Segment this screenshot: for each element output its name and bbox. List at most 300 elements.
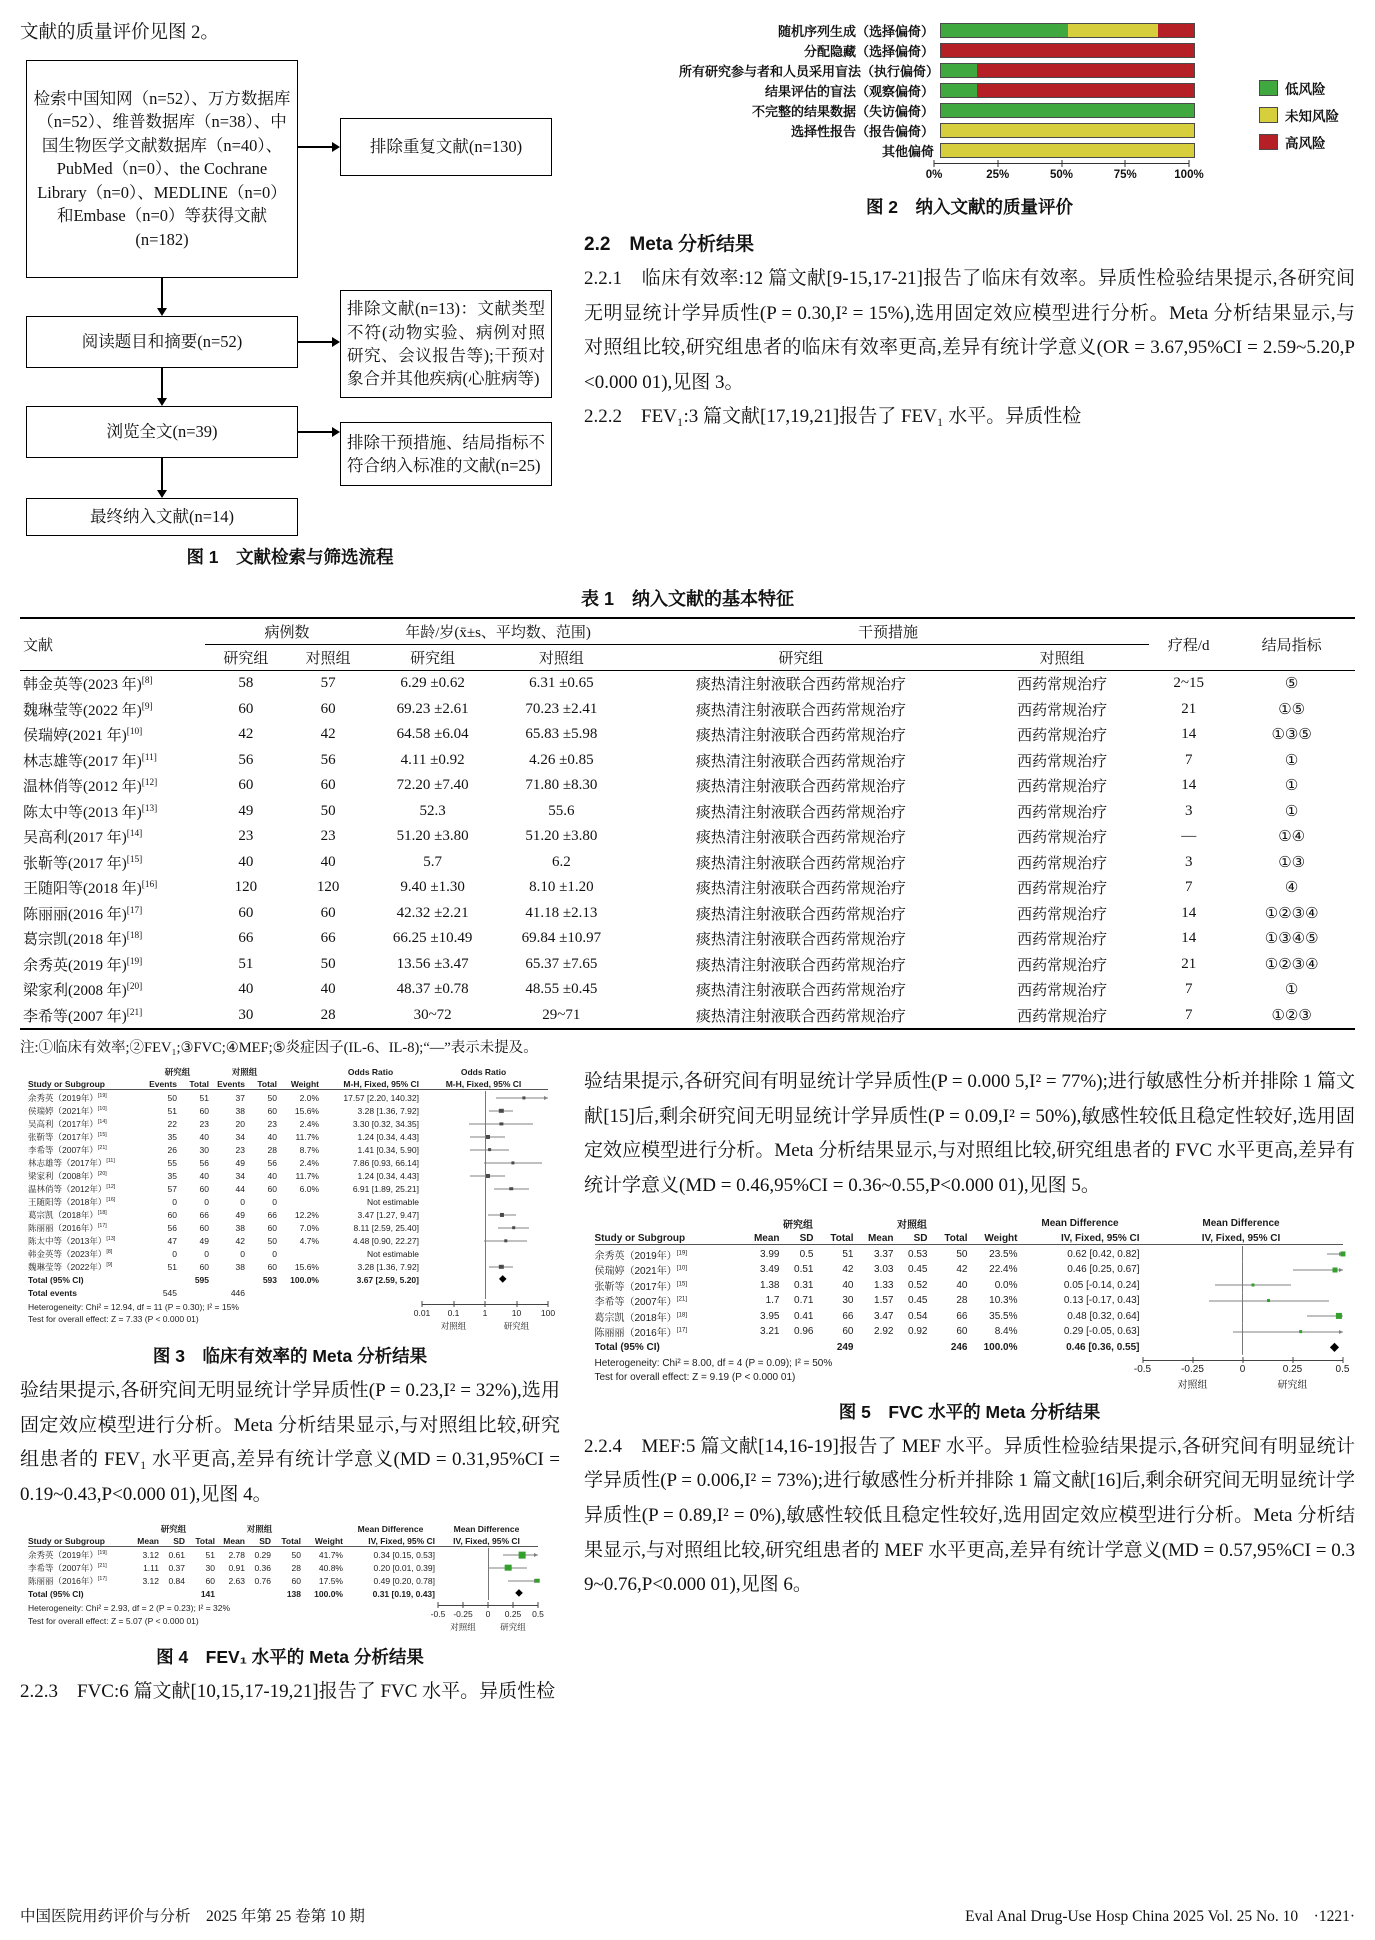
study-col-header: Study or Subgroup: [595, 1233, 743, 1245]
stat-cell: 51: [167, 1105, 177, 1116]
total-plot-cell: [438, 1587, 538, 1600]
stat-cell: 17.5%: [318, 1575, 343, 1586]
arrow-down-1-head: [157, 308, 167, 316]
col-header: Total: [274, 1536, 304, 1547]
total-stat-cell: 249: [836, 1341, 854, 1353]
cell-age-study: 5.7: [423, 853, 442, 870]
stat-cell: 17.57 [2.20, 140.32]: [343, 1092, 419, 1103]
stat-cell: 40.8%: [318, 1562, 343, 1573]
stat-cell: 0.13 [-0.17, 0.43]: [1063, 1295, 1140, 1307]
forest-study-row: [595, 1246, 1345, 1262]
stat-cell: 3.03: [874, 1264, 894, 1276]
bias-segment-高风险: [977, 84, 1194, 97]
bias-row-label: 所有研究参与者和人员采用盲法（执行偏倚）: [679, 63, 940, 79]
effect-header: Mean Difference: [1041, 1217, 1119, 1229]
cell-interv-ctrl: 西药常规治疗: [1017, 779, 1108, 796]
cell-duration: 14: [1181, 930, 1197, 947]
col-header-duration: 疗程/d: [1149, 618, 1228, 671]
intro-line: 文献的质量评价见图 2。: [20, 23, 219, 43]
col-header: Weight: [280, 1079, 322, 1090]
forest-study-row: [28, 1143, 552, 1156]
study-label: 李希等（2007年）[21]: [594, 1295, 688, 1309]
ci-plot-cell: [422, 1208, 548, 1221]
stat-cell: 6.91 [1.89, 25.21]: [352, 1183, 419, 1194]
table-row: [20, 824, 1355, 850]
bias-segment-低风险: [941, 84, 977, 97]
total-stat-cell: 100.0%: [983, 1341, 1018, 1353]
col-header: SD: [897, 1233, 931, 1245]
stat-cell: 2.78: [228, 1549, 245, 1560]
stat-cell: 0: [272, 1248, 277, 1259]
cell-study: 吴高利(2017 年)[14]: [23, 829, 143, 847]
cell-interv-ctrl: 西药常规治疗: [1017, 677, 1108, 694]
point-estimate-marker: [519, 1551, 526, 1558]
stat-cell: 0.52: [908, 1279, 928, 1291]
stat-cell: 34: [235, 1170, 245, 1181]
forest-study-row: [28, 1208, 552, 1221]
cell-interv-study: 痰热清注射液联合西药常规治疗: [695, 753, 906, 770]
cell-age-ctrl: 41.18 ±2.13: [525, 904, 598, 921]
ci-plot-cell: [422, 1195, 548, 1208]
stat-cell: 49: [235, 1157, 245, 1168]
flowchart-box-exclude-criteria: 排除干预措施、结局指标不符合纳入标准的文献(n=25): [340, 422, 552, 486]
study-label: 陈丽丽（2016年）[17]: [594, 1326, 688, 1340]
point-estimate-marker: [499, 1108, 503, 1112]
stat-cell: 40: [199, 1131, 209, 1142]
table-row: [20, 977, 1355, 1003]
ci-clip-arrow: [544, 1096, 548, 1100]
cell-age-ctrl: 48.55 ±0.45: [525, 981, 598, 998]
total-stat-cell: 3.67 [2.59, 5.20]: [356, 1274, 419, 1285]
total-stat-cell: 141: [200, 1588, 215, 1599]
cell-n-ctrl: 50: [320, 802, 336, 819]
cell-interv-study: 痰热清注射液联合西药常规治疗: [695, 983, 906, 1000]
stat-cell: 23: [267, 1118, 277, 1129]
arrow-right-1-head: [332, 142, 340, 152]
cell-interv-study: 痰热清注射液联合西药常规治疗: [695, 779, 906, 796]
stat-cell: 0.62 [0.42, 0.82]: [1067, 1248, 1140, 1260]
bias-axis-tickmark: [934, 160, 935, 167]
paragraph-2-2-4: 2.2.4 MEF:5 篇文献[14,16-19]报告了 MEF 水平。异质性检验结果提示,各研究间有明显统计学异质性(P = 0.006,I² = 73%);进行敏感性分析并排除 1 篇文献[16]后,剩余研究间无明显统计学异质性(P = 0.89,I² = 0%),敏感性较低且稳定性较好,选用固定效应模型进行分析。Meta 分析结果显示,与对照组比较,研究组患者的 MEF 水平更高,差异有统计学意义(MD = 0.57,95%CI = 0.39~0.76,P<0.000 01),见图 6。: [584, 1435, 1355, 1596]
effect-header-plot: Mean Difference: [1202, 1217, 1280, 1229]
cell-interv-ctrl: 西药常规治疗: [1017, 804, 1108, 821]
cell-duration: 21: [1181, 700, 1197, 717]
stat-cell: 2.92: [874, 1326, 894, 1338]
stat-cell: 66: [267, 1209, 277, 1220]
forest-study-row: [28, 1260, 552, 1273]
col-header: Events: [146, 1079, 180, 1090]
table-row: [20, 722, 1355, 748]
cell-outcome: ①: [1284, 778, 1299, 795]
axis-label-experimental: 研究组: [1277, 1379, 1308, 1391]
cell-n-ctrl: 60: [320, 777, 336, 794]
axis-tickmark: [488, 1602, 489, 1608]
forest-study-row: [28, 1195, 552, 1208]
flowchart-box-read-titles: 阅读题目和摘要(n=52): [26, 316, 298, 368]
cell-interv-ctrl: 西药常规治疗: [1017, 753, 1108, 770]
table-row: [20, 952, 1355, 978]
stat-cell: 0.49 [0.20, 0.78]: [373, 1575, 435, 1586]
stat-cell: 0.76: [254, 1575, 271, 1586]
stat-cell: 60: [199, 1261, 209, 1272]
cell-n-study: 56: [238, 751, 254, 768]
method-header-plot: IV, Fixed, 95% CI: [1143, 1233, 1343, 1245]
total-plot-cell: [422, 1273, 548, 1286]
cell-study: 王随阳等(2018 年)[16]: [23, 880, 158, 898]
cell-outcome: ①②③: [1228, 1003, 1355, 1030]
point-estimate-marker: [499, 1264, 503, 1268]
cell-age-study: 9.40 ±1.30: [400, 879, 465, 896]
forest-events-row: [28, 1286, 552, 1299]
stat-cell: 15.6%: [294, 1261, 319, 1272]
method-header-plot: M-H, Fixed, 95% CI: [422, 1079, 548, 1090]
ci-plot-cell: [422, 1104, 548, 1117]
cell-interv-study: 痰热清注射液联合西药常规治疗: [695, 702, 906, 719]
stat-cell: 0.46 [0.25, 0.67]: [1067, 1264, 1140, 1276]
total-stat-cell: 0.46 [0.36, 0.55]: [1066, 1341, 1140, 1353]
bias-row: [679, 140, 1339, 160]
forest-study-row: [28, 1548, 552, 1561]
cell-duration: 14: [1181, 726, 1197, 743]
stat-cell: 8.11 [2.59, 25.40]: [353, 1222, 419, 1233]
stat-cell: 0.45: [908, 1264, 928, 1276]
point-estimate-marker: [486, 1173, 490, 1177]
axis-label-control: 对照组: [440, 1321, 467, 1331]
forest-header-columns: [595, 1231, 1345, 1247]
section-2-2-heading: 2.2 Meta 分析结果: [584, 234, 754, 255]
bias-axis-tickmark: [1189, 160, 1190, 167]
point-estimate-marker: [1335, 1313, 1341, 1319]
stat-cell: 51: [199, 1092, 209, 1103]
point-estimate-marker: [488, 1148, 492, 1152]
forest-study-row: [28, 1156, 552, 1169]
stat-cell: 28: [291, 1562, 301, 1573]
stat-cell: 0.92: [908, 1326, 928, 1338]
bias-row: [679, 20, 1339, 40]
bias-axis-tick: 0%: [925, 169, 943, 181]
stat-cell: 3.47: [874, 1310, 894, 1322]
group1-header: 研究组: [160, 1523, 187, 1534]
arrow-right-3-head: [332, 427, 340, 437]
bias-row-label: 选择性报告（报告偏倚）: [790, 123, 934, 139]
stat-cell: 0: [204, 1196, 209, 1207]
forest-study-row: [595, 1324, 1345, 1340]
stat-cell: 60: [267, 1261, 277, 1272]
cell-outcome: ④: [1284, 880, 1299, 897]
legend-item-高风险: [1259, 132, 1339, 152]
bias-row-label: 其他偏倚: [881, 143, 934, 159]
col-header: Weight: [304, 1536, 346, 1547]
stat-cell: 56: [199, 1157, 209, 1168]
stat-cell: 41.7%: [318, 1549, 343, 1560]
cell-n-study: 40: [238, 853, 254, 870]
stat-cell: 35.5%: [989, 1310, 1018, 1322]
cell-interv-study: 痰热清注射液联合西药常规治疗: [695, 957, 906, 974]
flowchart-box-exclude-type: 排除文献(n=13)：文献类型不符(动物实验、病例对照研究、会议报告等);干预对象合并其他疾病(心脏病等): [340, 290, 552, 398]
stat-cell: 0.5: [799, 1248, 814, 1260]
table1-body: [20, 671, 1355, 1030]
stat-cell: 60: [267, 1105, 277, 1116]
axis-tickmark: [1242, 1357, 1243, 1363]
axis-tick-label: 10: [511, 1308, 522, 1318]
cell-study: 陈丽丽(2016 年)[17]: [23, 905, 143, 923]
ci-plot-cell: [422, 1156, 548, 1169]
study-label: 陈太中等（2013年）[13]: [28, 1235, 116, 1246]
legend-color-swatch: [1259, 80, 1278, 96]
events-cell: 545: [162, 1287, 177, 1298]
stat-cell: 2.63: [228, 1575, 245, 1586]
legend-color-swatch: [1259, 134, 1278, 150]
events-plot-cell: [422, 1286, 548, 1299]
forest-study-row: [28, 1117, 552, 1130]
cell-n-ctrl: 66: [320, 930, 336, 947]
axis-tickmark: [1192, 1357, 1193, 1363]
forest-study-row: [28, 1104, 552, 1117]
cell-n-ctrl: 40: [320, 853, 336, 870]
axis-tickmark: [463, 1602, 464, 1608]
stat-cell: 23.5%: [989, 1248, 1018, 1260]
cell-interv-ctrl: 西药常规治疗: [1017, 932, 1108, 949]
ci-plot-cell: [422, 1260, 548, 1273]
study-label: 陈丽丽（2016年）[17]: [28, 1575, 107, 1586]
stat-cell: 0.96: [794, 1326, 814, 1338]
heterogeneity-text: Heterogeneity: Chi² = 8.00, df = 4 (P = 0.09); I² = 50%: [594, 1357, 833, 1369]
stat-cell: 3.12: [142, 1575, 159, 1586]
stat-cell: 66: [956, 1310, 968, 1322]
bias-segment-低风险: [941, 24, 1068, 37]
bias-axis-tick: 100%: [1174, 169, 1204, 181]
table-row: [20, 901, 1355, 927]
arrow-right-2-head: [332, 337, 340, 347]
legend-item-低风险: [1259, 78, 1339, 98]
stat-cell: 38: [235, 1105, 245, 1116]
cell-age-study: 30~72: [369, 1003, 496, 1030]
cell-n-ctrl: 60: [320, 904, 336, 921]
cell-interv-study: 痰热清注射液联合西药常规治疗: [695, 932, 906, 949]
stat-cell: 40: [842, 1279, 854, 1291]
stat-cell: 40: [956, 1279, 968, 1291]
cell-outcome: ①③: [1278, 854, 1306, 871]
study-label: 林志雄等（2017年）[11]: [28, 1157, 115, 1168]
bias-segment-未知风险: [941, 144, 1194, 157]
stat-cell: 1.57: [874, 1295, 894, 1307]
stat-cell: 40: [267, 1170, 277, 1181]
bias-bar: [940, 143, 1195, 158]
ci-plot-cell: [1143, 1246, 1343, 1262]
stat-cell: 0.45: [908, 1295, 928, 1307]
cell-duration: 14: [1181, 777, 1197, 794]
cell-interv-ctrl: 西药常规治疗: [1017, 855, 1108, 872]
forest-study-row: [28, 1247, 552, 1260]
bias-bar: [940, 103, 1195, 118]
figure5-caption: 图 5 FVC 水平的 Meta 分析结果: [838, 1401, 1101, 1422]
stat-cell: 1.38: [760, 1279, 780, 1291]
table1-title: 表 1 纳入文献的基本特征: [580, 589, 794, 609]
cell-interv-study: 痰热清注射液联合西药常规治疗: [695, 728, 906, 745]
stat-cell: 40: [199, 1170, 209, 1181]
stat-cell: 60: [291, 1575, 301, 1586]
stat-cell: 47: [167, 1235, 177, 1246]
paragraph-2-2-3: 2.2.3 FVC:6 篇文献[10,15,17-19,21]报告了 FVC 水平。异质性检: [20, 1681, 556, 1703]
stat-cell: 15.6%: [294, 1105, 319, 1116]
table1: [20, 617, 1355, 1030]
cell-outcome: ①: [1284, 803, 1299, 820]
figure3-forest-plot: [28, 1065, 556, 1335]
axis-tick-label: 0.5: [1335, 1363, 1350, 1375]
legend-color-swatch: [1259, 107, 1278, 123]
stat-cell: 0.84: [168, 1575, 185, 1586]
bias-row-label: 随机序列生成（选择偏倚）: [777, 23, 934, 39]
stat-cell: 3.21: [760, 1326, 780, 1338]
stat-cell: 37: [235, 1092, 245, 1103]
col-header: Mean: [857, 1233, 897, 1245]
col-header: Mean: [743, 1233, 783, 1245]
cell-age-study: 69.23 ±2.61: [396, 700, 469, 717]
cell-interv-ctrl: 西药常规治疗: [1017, 728, 1108, 745]
figure2-bias-chart: [679, 20, 1339, 186]
col-header: Total: [248, 1079, 280, 1090]
subcol-cases-study: 研究组: [205, 645, 287, 671]
total-stat-cell: 100.0%: [314, 1588, 343, 1599]
stat-cell: Not estimable: [367, 1248, 419, 1259]
stat-cell: 28: [956, 1295, 968, 1307]
cell-study: 温林俏等(2012 年)[12]: [23, 778, 158, 796]
study-label: 余秀英（2019年）[19]: [594, 1249, 688, 1262]
stat-cell: 8.7%: [299, 1144, 319, 1155]
group1-header: 研究组: [164, 1066, 191, 1077]
stat-cell: 38: [235, 1261, 245, 1272]
axis-tick-label: -0.5: [430, 1609, 446, 1620]
stat-cell: 0.61: [168, 1549, 185, 1560]
stat-cell: 0: [172, 1248, 177, 1259]
stat-cell: 44: [235, 1183, 245, 1194]
forest-study-row: [595, 1293, 1345, 1309]
cell-n-ctrl: 57: [320, 675, 336, 692]
stat-cell: 51: [167, 1261, 177, 1272]
arrow-down-2-head: [157, 398, 167, 406]
ci-plot-cell: [422, 1182, 548, 1195]
right-column-bottom: [584, 1065, 1355, 1710]
axis-tickmark: [438, 1602, 439, 1608]
stat-cell: 60: [199, 1183, 209, 1194]
stat-cell: 60: [267, 1222, 277, 1233]
study-label: 余秀英（2019年）[19]: [28, 1549, 107, 1560]
cell-interv-ctrl: 西药常规治疗: [1017, 702, 1108, 719]
stat-cell: 12.2%: [294, 1209, 319, 1220]
ci-plot-cell: [422, 1247, 548, 1260]
total-stat-cell: 595: [194, 1274, 209, 1285]
ci-plot-cell: [422, 1169, 548, 1182]
study-label: 陈丽丽（2016年）[17]: [28, 1222, 107, 1233]
cell-interv-study: 痰热清注射液联合西药常规治疗: [695, 855, 906, 872]
forest-total-row: [595, 1339, 1345, 1355]
table-row: [20, 697, 1355, 723]
stat-cell: 20: [235, 1118, 245, 1129]
axis-tickmark: [513, 1602, 514, 1608]
subcol-cases-ctrl: 对照组: [287, 645, 369, 671]
axis-label-control: 对照组: [450, 1622, 476, 1633]
stat-cell: 23: [199, 1118, 209, 1129]
subcol-interv-study: 研究组: [627, 645, 975, 671]
ci-plot-cell: [1143, 1324, 1343, 1340]
stat-cell: 35: [167, 1170, 177, 1181]
stat-cell: 57: [167, 1183, 177, 1194]
heterogeneity-text: Heterogeneity: Chi² = 2.93, df = 2 (P = 0.23); I² = 32%: [28, 1603, 231, 1614]
stat-cell: 50: [167, 1092, 177, 1103]
forest-footer: [594, 1357, 1350, 1391]
study-col-header: Study or Subgroup: [28, 1079, 146, 1090]
stat-cell: 55: [167, 1157, 177, 1168]
axis-tickmark: [422, 1301, 423, 1307]
ci-plot-cell: [1143, 1262, 1343, 1278]
forest-study-row: [28, 1221, 552, 1234]
bottom-section: [20, 1065, 1355, 1710]
cell-age-study: 4.11 ±0.92: [400, 751, 465, 768]
forest-footer-text: [28, 1602, 438, 1636]
bias-segment-未知风险: [1068, 24, 1158, 37]
stat-cell: 40: [267, 1131, 277, 1142]
stat-cell: 1.33: [874, 1279, 894, 1291]
stat-cell: 51: [205, 1549, 215, 1560]
stat-cell: 6.0%: [299, 1183, 319, 1194]
stat-cell: 2.4%: [299, 1157, 319, 1168]
cell-age-study: 48.37 ±0.78: [396, 981, 469, 998]
stat-cell: 1.11: [143, 1562, 159, 1573]
table-row: [20, 875, 1355, 901]
cell-interv-study: 痰热清注射液联合西药常规治疗: [627, 1003, 975, 1030]
point-estimate-marker: [1267, 1299, 1271, 1303]
table-row: [20, 799, 1355, 825]
col-header: SD: [162, 1536, 188, 1547]
bias-segment-未知风险: [941, 124, 1194, 137]
bias-chart-axis: [925, 160, 1204, 186]
axis-tick-label: 0: [1239, 1363, 1246, 1375]
axis-label-experimental: 研究组: [503, 1321, 530, 1331]
axis-tickmark: [485, 1301, 486, 1307]
forest-study-row: [595, 1262, 1345, 1278]
cell-duration: —: [1181, 828, 1197, 845]
study-col-header: Study or Subgroup: [28, 1536, 132, 1547]
forest-footer-text: [28, 1301, 422, 1335]
bias-row-label: 结果评估的盲法（观察偏倚）: [764, 83, 934, 99]
forest-header-columns: [28, 1078, 552, 1091]
cell-study: 侯瑞婷(2021 年)[10]: [23, 727, 143, 745]
cell-study: 韩金英等(2023 年)[8]: [23, 676, 153, 694]
arrow-right-1: [298, 146, 332, 148]
forest-total-row: [28, 1273, 552, 1286]
point-estimate-marker: [512, 1161, 515, 1164]
cell-n-ctrl: 120: [316, 879, 340, 896]
point-estimate-marker: [500, 1212, 504, 1216]
bias-segment-低风险: [941, 104, 1194, 117]
cell-age-study: 51.20 ±3.80: [396, 828, 469, 845]
stat-cell: 0.20 [0.01, 0.39]: [373, 1562, 435, 1573]
stat-cell: 3.95: [760, 1310, 780, 1322]
forest-study-row: [595, 1308, 1345, 1324]
ci-plot-cell: [422, 1130, 548, 1143]
col-header: Events: [212, 1079, 248, 1090]
stat-cell: 0.34 [0.15, 0.53]: [373, 1549, 435, 1560]
legend-item-未知风险: [1259, 105, 1339, 125]
cell-outcome: ①: [1284, 982, 1299, 999]
stat-cell: 4.48 [0.90, 22.27]: [352, 1235, 419, 1246]
cell-study: 李希等(2007 年)[21]: [20, 1003, 205, 1030]
cell-duration: 2~15: [1173, 675, 1205, 692]
ci-plot-cell: [1143, 1293, 1343, 1309]
cell-outcome: ⑤: [1284, 676, 1299, 693]
table-row: [20, 850, 1355, 876]
cell-age-study: 52.3: [419, 802, 446, 819]
